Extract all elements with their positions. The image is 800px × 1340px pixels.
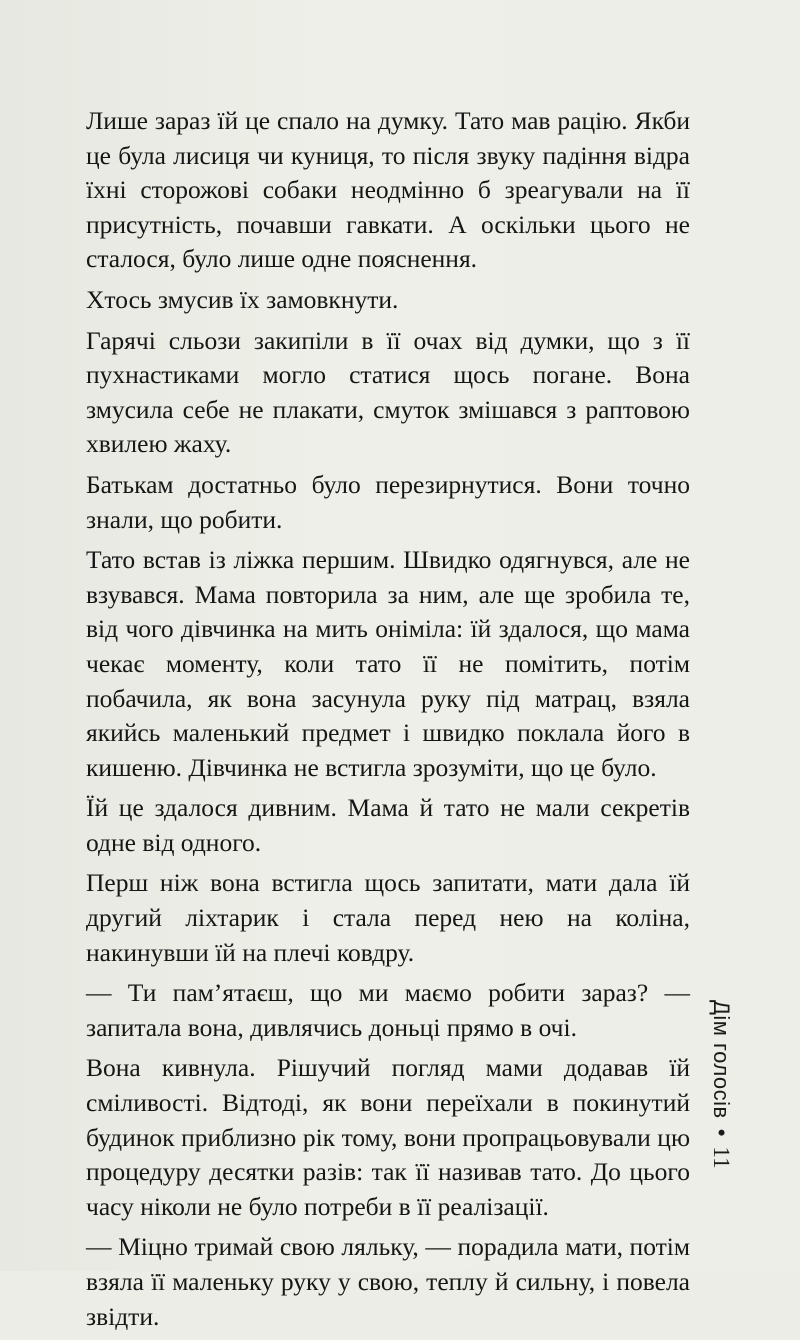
paragraph-1: Лише зараз їй це спало на думку. Тато мав рацію. Якби це була лисиця чи куниця, то після звуку падіння відра їхні сторожові собаки неодмінно б зреагували на її присутність, почавши гавкати. А оскільки цього не сталося, було лише одне пояснення.: [86, 106, 690, 274]
paragraph-5: Тато встав із ліжка першим. Швидко одягнувся, але не взувався. Мама повторила за ним, але ще зробила те, від чого дівчинка на мить оніміла: їй здалося, що мама чекає моменту, коли тато її не помітить, потім побачила, як вона засунула руку під матрац, взяла якийсь маленький предмет і швидко поклала його в кишеню. Дівчинка не встигла зрозуміти, що це було.: [86, 545, 690, 782]
page-number: 11: [709, 1146, 734, 1169]
paragraph-6: Їй це здалося дивним. Мама й тато не мали секретів одне від одного.: [86, 793, 690, 857]
paragraph-3: Гарячі сльози закипіли в її очах від думки, що з її пухнастиками могло статися щось погане. Вона змусила себе не плакати, смуток змішався з раптовою хвилею жаху.: [86, 325, 690, 459]
paragraph-8: — Ти пам’ятаєш, що ми маємо робити зараз? — запитала вона, дивлячись доньці прямо в очі.: [86, 978, 690, 1042]
paragraph-10: — Міцно тримай свою ляльку, — порадила мати, потім взяла її маленьку руку у свою, теплу й сильну, і повела звідти.: [86, 1232, 690, 1331]
paragraph-7: Перш ніж вона встигла щось запитати, мати дала їй другий ліхтарик і стала перед нею на коліна, накинувши їй на плечі ковдру.: [86, 868, 690, 967]
separator-dot: •: [709, 1128, 734, 1137]
body-text: [86, 104, 690, 1340]
running-head: [708, 1000, 734, 1240]
paragraph-2: Хтось змусив їх замовкнути.: [86, 284, 399, 314]
paragraph-4: Батькам достатньо було перезирнутися. Вони точно знали, що робити.: [86, 469, 690, 534]
book-title: Дім голосів: [709, 1000, 734, 1119]
paragraph-9: Вона кивнула. Рішучий погляд мами додавав їй сміливості. Відтоді, як вони переїхали в покинутий будинок приблизно рік тому, вони пропрацьовували цю процедуру десятки разів: так її називав тато. До цього часу ніколи не було потреби в її реалізації.: [86, 1053, 690, 1221]
